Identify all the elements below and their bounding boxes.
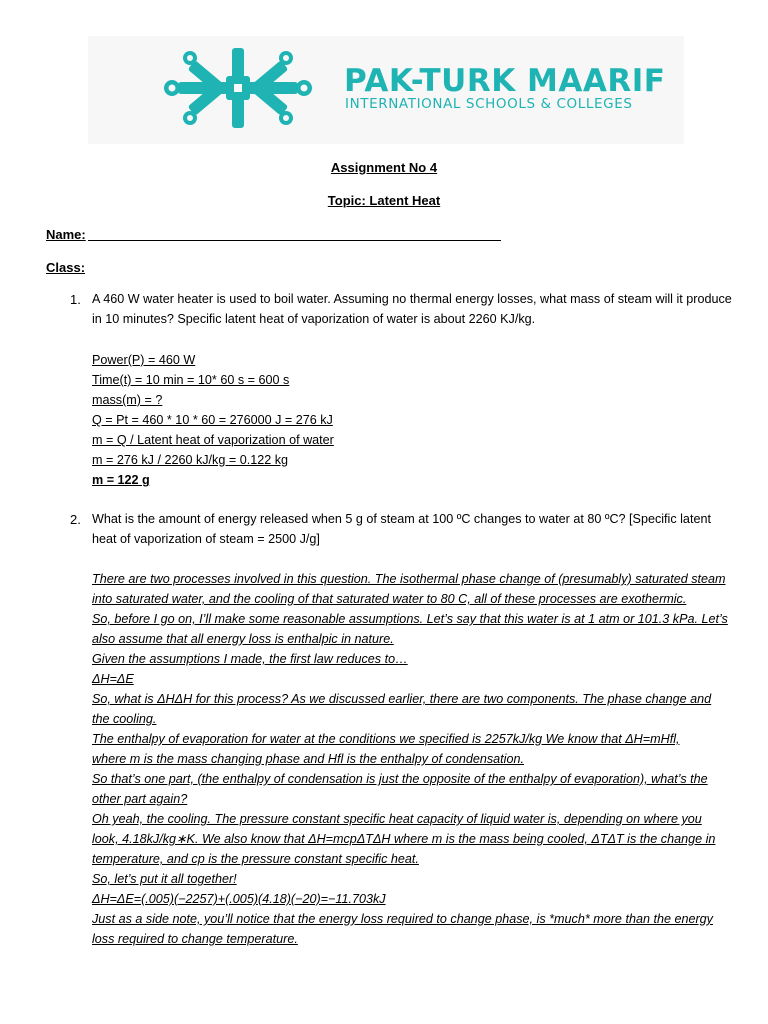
assignment-topic: Topic: Latent Heat <box>327 193 441 208</box>
question-2-answer <box>92 569 732 949</box>
question-1-number: 1. <box>70 292 81 307</box>
answer-line: look, 4.18kJ/kg∗K. We also know that ΔH=mcpΔTΔH where m is the mass being cooled, ΔTΔT is the change in <box>92 832 716 846</box>
answer-line: also assume that all energy loss is enthalpic in nature. <box>92 632 394 646</box>
answer-final-line: m = 122 g <box>92 473 150 487</box>
answer-line: Just as a side note, you’ll notice that the energy loss required to change phase, is *much* more than the energy <box>92 912 713 926</box>
answer-line: loss required to change temperature. <box>92 932 298 946</box>
school-emblem-icon <box>160 44 316 132</box>
assignment-title: Assignment No 4 <box>330 160 438 175</box>
answer-line: So, let’s put it all together! <box>92 872 237 886</box>
answer-line: Q = Pt = 460 * 10 * 60 = 276000 J = 276 kJ <box>92 413 333 427</box>
name-blank-line <box>88 240 501 241</box>
answer-line: the cooling. <box>92 712 157 726</box>
answer-line: ΔH=ΔE <box>92 672 134 686</box>
answer-line: m = 276 kJ / 2260 kJ/kg = 0.122 kg <box>92 453 289 467</box>
answer-line: So, before I go on, I’ll make some reasonable assumptions. Let’s say that this water is at 1 atm or 101.3 kPa. Let’s <box>92 612 728 626</box>
question-1-text: A 460 W water heater is used to boil water. Assuming no thermal energy losses, what mass of steam will it produce in 10 minutes? Specific latent heat of vaporization of water is about 2260 KJ/kg. <box>92 292 732 326</box>
answer-line: m = Q / Latent heat of vaporization of water <box>92 433 334 447</box>
question-2-number: 2. <box>70 512 81 527</box>
question-2-text: What is the amount of energy released when 5 g of steam at 100 ºC changes to water at 80 ºC? [Specific latent heat of vaporization of steam = 2500 J/g] <box>92 512 711 546</box>
answer-line: into saturated water, and the cooling of that saturated water to 80 C, all of these processes are exothermic. <box>92 592 687 606</box>
answer-line: mass(m) = ? <box>92 393 163 407</box>
class-label: Class: <box>46 260 86 275</box>
answer-line: Power(P) = 460 W <box>92 353 196 367</box>
answer-line: So that’s one part, (the enthalpy of condensation is just the opposite of the enthalpy of evaporation), what’s the <box>92 772 708 786</box>
answer-line: The enthalpy of evaporation for water at the conditions we specified is 2257kJ/kg We know that ΔH=mHfl, <box>92 732 680 746</box>
school-name: PAK-TURK MAARIF <box>344 63 666 99</box>
answer-line: There are two processes involved in this question. The isothermal phase change of (presumably) saturated steam <box>92 572 726 586</box>
answer-line: Given the assumptions I made, the first law reduces to… <box>92 652 408 666</box>
answer-line: So, what is ΔHΔH for this process? As we discussed earlier, there are two components. The phase change and <box>92 692 712 706</box>
answer-line: other part again? <box>92 792 188 806</box>
answer-line: Oh yeah, the cooling. The pressure constant specific heat capacity of liquid water is, depending on where you <box>92 812 702 826</box>
school-header <box>88 36 684 144</box>
name-label: Name: <box>46 227 86 242</box>
answer-line: ΔH=ΔE=(.005)(−2257)+(.005)(4.18)(−20)=−11.703kJ <box>92 892 386 906</box>
question-1-answer <box>92 350 732 490</box>
answer-line: temperature, and cp is the pressure constant specific heat. <box>92 852 419 866</box>
school-subtitle: INTERNATIONAL SCHOOLS & COLLEGES <box>345 96 633 112</box>
answer-line: Time(t) = 10 min = 10* 60 s = 600 s <box>92 373 290 387</box>
answer-line: where m is the mass changing phase and Hfl is the enthalpy of condensation. <box>92 752 524 766</box>
